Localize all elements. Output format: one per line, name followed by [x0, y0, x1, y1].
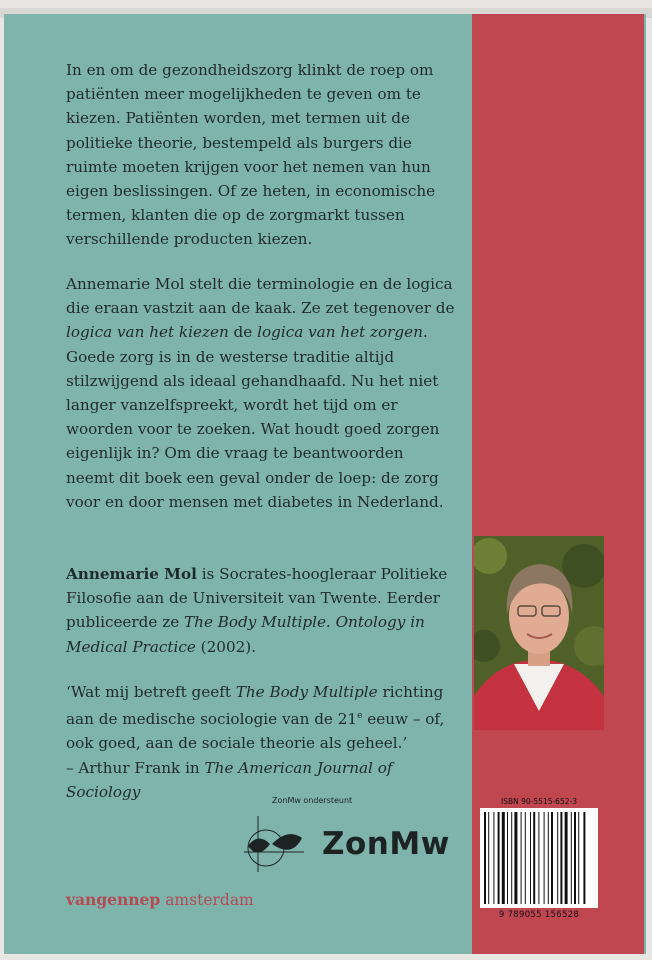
- isbn-text: ISBN 90-5515-652-3: [501, 797, 577, 806]
- sponsor-label: ZonMw ondersteunt: [272, 796, 353, 805]
- author-bio: Annemarie Mol is Socrates-hoogleraar Politieke Filosofie aan de Universiteit van Twente. Eerder publiceerde ze The Body Multiple. Ontology in Medical Practice (2002).: [66, 565, 448, 656]
- barcode-number: 9 789055 156528: [498, 910, 580, 920]
- publisher-imprint: vangennep amsterdam: [66, 890, 254, 909]
- author-name: Annemarie Mol: [66, 565, 197, 583]
- sponsor-name: ZonMw: [322, 826, 450, 862]
- barcode: [480, 808, 598, 908]
- author-photo: [474, 536, 604, 730]
- blurb-paragraph-2: Annemarie Mol stelt die terminologie en de logica die eraan vastzit aan de kaak. Ze zet tegenover de logica van het kiezen de logica van het zorgen. Goede zorg is in de westerse traditie altijd stilzwijgend als ideaal gehandhaafd. Nu het niet langer vanzelfspreekt, wordt het tijd om er woorden voor te zoeken. Wat houdt goed zorgen eigenlijk in? Om die vraag te beantwoorden neemt dit boek een geval onder de loep: de zorg voor en door mensen met diabetes in Nederland.: [66, 275, 455, 511]
- zonmw-logo-icon: [244, 814, 316, 878]
- quote-attribution: – Arthur Frank in The American Journal of Sociology: [66, 758, 393, 801]
- review-quote: ‘Wat mij betreft geeft The Body Multiple richting aan de medische sociologie van de 21e eeuw – of, ook goed, aan de sociale theorie als geheel.’ – Arthur Frank in The American Journal of Sociology: [66, 680, 456, 804]
- blurb-paragraph-1: In en om de gezondheidszorg klinkt de roep om patiënten meer mogelijkheden te geven om te kiezen. Patiënten worden, met termen uit de politieke theorie, bestempeld als burgers die ruimte moeten krijgen voor het nemen van hun eigen beslissingen. Of ze heten, in economische termen, klanten die op de zorgmarkt tussen verschillende producten kiezen.: [66, 61, 436, 249]
